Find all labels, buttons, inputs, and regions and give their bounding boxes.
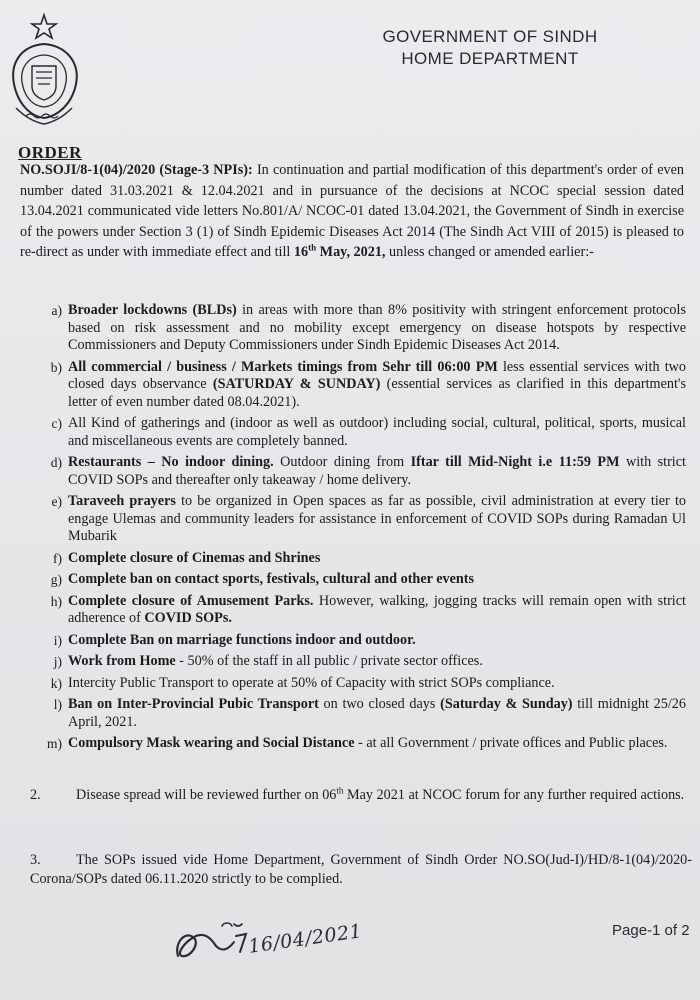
list-item: c) All Kind of gatherings and (indoor as well as outdoor) including social, cultural, political, sports, musical and miscellaneous events are completely banned. <box>51 415 686 449</box>
list-item: h) Complete closure of Amusement Parks. However, walking, jogging tracks will remain open with strict adherence of COVID SOPs. <box>50 592 686 626</box>
order-reference-number: NO.SOJI/8-1(04)/2020 (Stage-3 NPIs): <box>20 162 253 178</box>
home-department-heading: HOME DEPARTMENT <box>401 49 579 68</box>
order-intro-paragraph <box>20 160 684 263</box>
department-heading <box>360 26 620 70</box>
intro-text-part1: In continuation and partial modification of this department's order of even number dated 31.03.2021 & 12.04.2021 and in pursuance of the decisions at NCOC special session dated 13.04.2021 communicated vide letters No.801/A/ NCOC-01 dated 13.04.2021, the Government of Sindh in exercise of the powers under Section 3 (1) of Sindh Epidemic Diseases Act 2014 (The Sindh Act VIII of 2015) is pleased to re-direct as under with immediate effect and till <box>20 162 684 260</box>
order-title: ORDER <box>18 143 82 162</box>
intro-text-part2: unless changed or amended earlier:- <box>385 244 594 260</box>
list-item: g) Complete ban on contact sports, festivals, cultural and other events <box>50 571 475 587</box>
list-item: d) Restaurants – No indoor dining. Outdoor dining from Iftar till Mid-Night i.e 11:59 PM with strict COVID SOPs and thereafter only takeaway / home delivery. <box>50 454 686 488</box>
list-item: l) Ban on Inter-Provincial Pubic Transport on two closed days (Saturday & Sunday) till midnight 25/26 April, 2021. <box>53 696 686 730</box>
paragraph-3-number: 3. <box>30 852 41 868</box>
paragraph-2: 2. Disease spread will be reviewed further on 06th May 2021 at NCOC forum for any further required actions. <box>30 785 685 803</box>
paragraph-3: 3. The SOPs issued vide Home Department, Government of Sindh Order NO.SO(Jud-I)/HD/8-1(04)/2020-Corona/SOPs dated 06.11.2020 strictly to be complied. <box>30 852 692 887</box>
page-number: Page-1 of 2 <box>612 922 690 939</box>
signature-date: 16/04/2021 <box>247 920 364 958</box>
list-item: k) Intercity Public Transport to operate at 50% of Capacity with strict SOPs compliance. <box>50 674 555 691</box>
list-item: m) Compulsory Mask wearing and Social Distance - at all Government / private offices and Public places. <box>47 735 668 751</box>
intro-deadline-day: 16th May, 2021, <box>293 242 386 260</box>
list-item: i) Complete Ban on marriage functions indoor and outdoor. <box>53 631 416 648</box>
list-item: j) Work from Home - 50% of the staff in all public / private sector offices. <box>53 653 483 669</box>
list-item: e) Taraveeh prayers to be organized in Open spaces as far as possible, civil administration at every tier to engage Ulemas and community leaders for assistance in enforcement of COVID SOPs during Ramadan Ul Mubarik <box>51 493 686 544</box>
directives-list <box>22 302 686 757</box>
government-of-sindh-heading: GOVERNMENT OF SINDH <box>382 27 598 46</box>
list-item: f) Complete closure of Cinemas and Shrines <box>53 549 321 566</box>
paragraph-2-number: 2. <box>30 787 41 803</box>
list-item: a) Broader lockdowns (BLDs) in areas with more than 8% positivity with stringent enforcement protocols based on risk assessment and no mobility except emergency on disease hotspots by respective Commissioners and Deputy Commissioners under Sindh Epidemic Diseases Act 2014. <box>51 302 686 353</box>
list-item: b) All commercial / business / Markets timings from Sehr till 06:00 PM less essential services with two closed days observance (SATURDAY & SUNDAY) (essential services as clarified in this department's letter of even number dated 08.04.2021). <box>50 358 687 410</box>
sindh-government-seal-icon <box>6 12 90 130</box>
